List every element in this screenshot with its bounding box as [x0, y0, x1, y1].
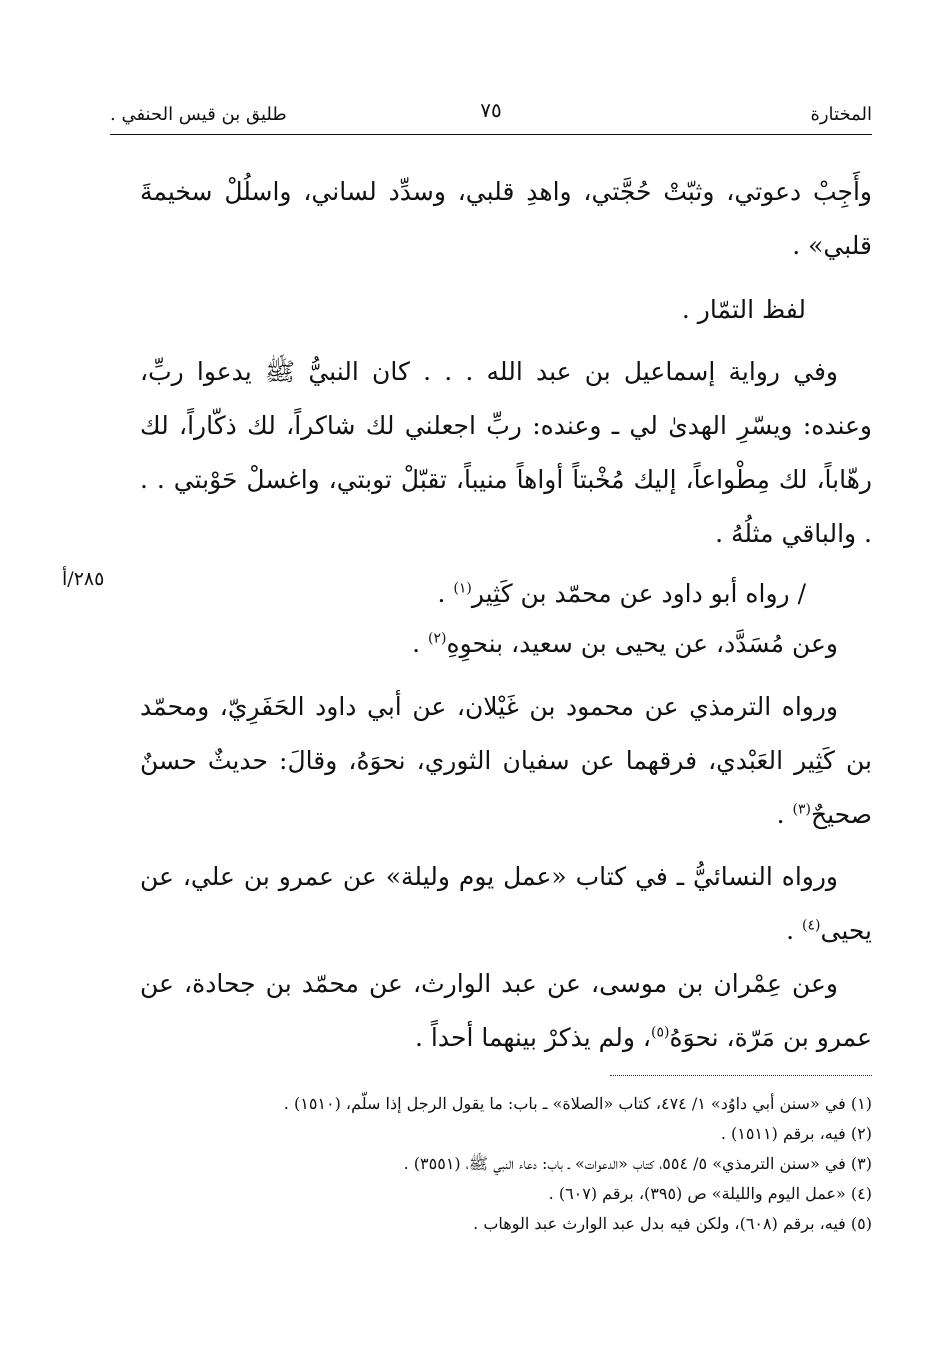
paragraph-2: لفظ التمّار . — [681, 295, 806, 324]
footnote-2: (٢) فيه، برقم (١٥١١) . — [720, 1124, 872, 1143]
footnote-mark-4: (٤) — [802, 917, 821, 934]
paragraph-8-tail: ، ولم يذكرْ بينهما أحداً . — [415, 1023, 651, 1052]
footnote-mark-5: (٥) — [651, 1024, 670, 1041]
paragraph-8-text: وعن عِمْران بن موسى، عن عبد الوارث، عن محمّد بن جحادة، عن عمرو بن مَرّة، نحوَهُ — [140, 969, 872, 1052]
footnote-5: (٥) فيه، برقم (٦٠٨)، ولكن فيه بدل عبد الوارث عبد الوهاب . — [473, 1214, 872, 1233]
paragraph-1: وأَجِبْ دعوتي، وثبّتْ حُجَّتي، واهدِ قلبي، وسدِّد لساني، واسلُلْ سخيمةَ قلبي» . — [140, 177, 872, 260]
page-number: ٧٥ — [480, 98, 502, 122]
footnote-mark-3: (٣) — [792, 801, 811, 818]
paragraph-5: وعن مُسَدَّد، عن يحيى بن سعيد، بنحوِهِ$^{(٢)}$ . — [412, 629, 838, 658]
paragraph-4: / رواه أبو داود عن محمّد بن كَثِير$^{(١)}$ . — [437, 579, 806, 608]
paragraph-6-text: ورواه الترمذي عن محمود بن غَيْلان، عن أبي داود الحَفَرِيّ، ومحمّد بن كَثِير العَبْدي، فرقهما عن سفيان الثوري، نحوَهُ، وقالَ: حديثٌ حسنٌ صحيحٌ — [140, 692, 872, 829]
paragraph-8 — [140, 957, 872, 1065]
paragraph-6: ورواه الترمذي عن محمود بن غَيْلان، عن أبي داود الحَفَرِيّ، ومحمّد بن كَثِير العَبْدي، فرقهما عن سفيان الثوري، نحوَهُ، وقالَ: حديثٌ حسنٌ صحيحٌ$^{(٣)}$ . — [140, 692, 872, 829]
paragraph-5-text: وعن مُسَدَّد، عن يحيى بن سعيد، بنحوِهِ — [446, 629, 838, 658]
section-title: طليق بن قيس الحنفي . — [110, 104, 287, 125]
footnote-rule — [610, 1075, 872, 1076]
footnotes — [140, 1089, 872, 1239]
paragraph-3: وفي رواية إسماعيل بن عبد الله . . . كان النبيُّ ﷺ يدعوا ربِّ، وعنده: ويسّرِ الهدىٰ لي ـ وعنده: ربِّ اجعلني لك شاكراً، لك ذكّاراً، لك رهّاباً، لك مِطْواعاً، إليك مُخْبتاً أواهاً منيباً، تقبّلْ توبتي، واغسلْ حَوْبتي . . . والباقي مثلُهُ . — [140, 357, 872, 548]
footnote-4: (٤) «عمل اليوم والليلة» ص (٣٩٥)، برقم (٦٠٧) . — [548, 1184, 872, 1203]
header-rule — [110, 134, 872, 135]
book-title: المختارة — [810, 104, 872, 125]
footnote-mark-2: (٢) — [428, 630, 447, 647]
paragraph-7-text: ورواه النسائيُّ ـ في كتاب «عمل يوم وليلة» عن عمرو بن علي، عن يحيى — [140, 862, 872, 945]
marginal-note: ٢٨٥/أ — [62, 568, 105, 590]
page-header — [110, 98, 872, 132]
paragraph-4-text: / رواه أبو داود عن محمّد بن كَثِير — [471, 579, 806, 608]
footnote-1: (١) في «سنن أبي داوُد» ١/ ٤٧٤، كتاب «الصلاة» ـ باب: ما يقول الرجل إذا سلّم، (١٥١٠) . — [283, 1094, 872, 1113]
paragraph-7: ورواه النسائيُّ ـ في كتاب «عمل يوم وليلة» عن عمرو بن علي، عن يحيى$^{(٤)}$ . — [140, 862, 872, 945]
footnote-mark-1: (١) — [453, 580, 472, 597]
footnote-3: (٣) في «سنن الترمذي» ٥/ ٥٥٤، كتاب «الدعوات» ـ باب: دعاء النبي ﷺ، (٣٥٥١) . — [403, 1154, 872, 1173]
